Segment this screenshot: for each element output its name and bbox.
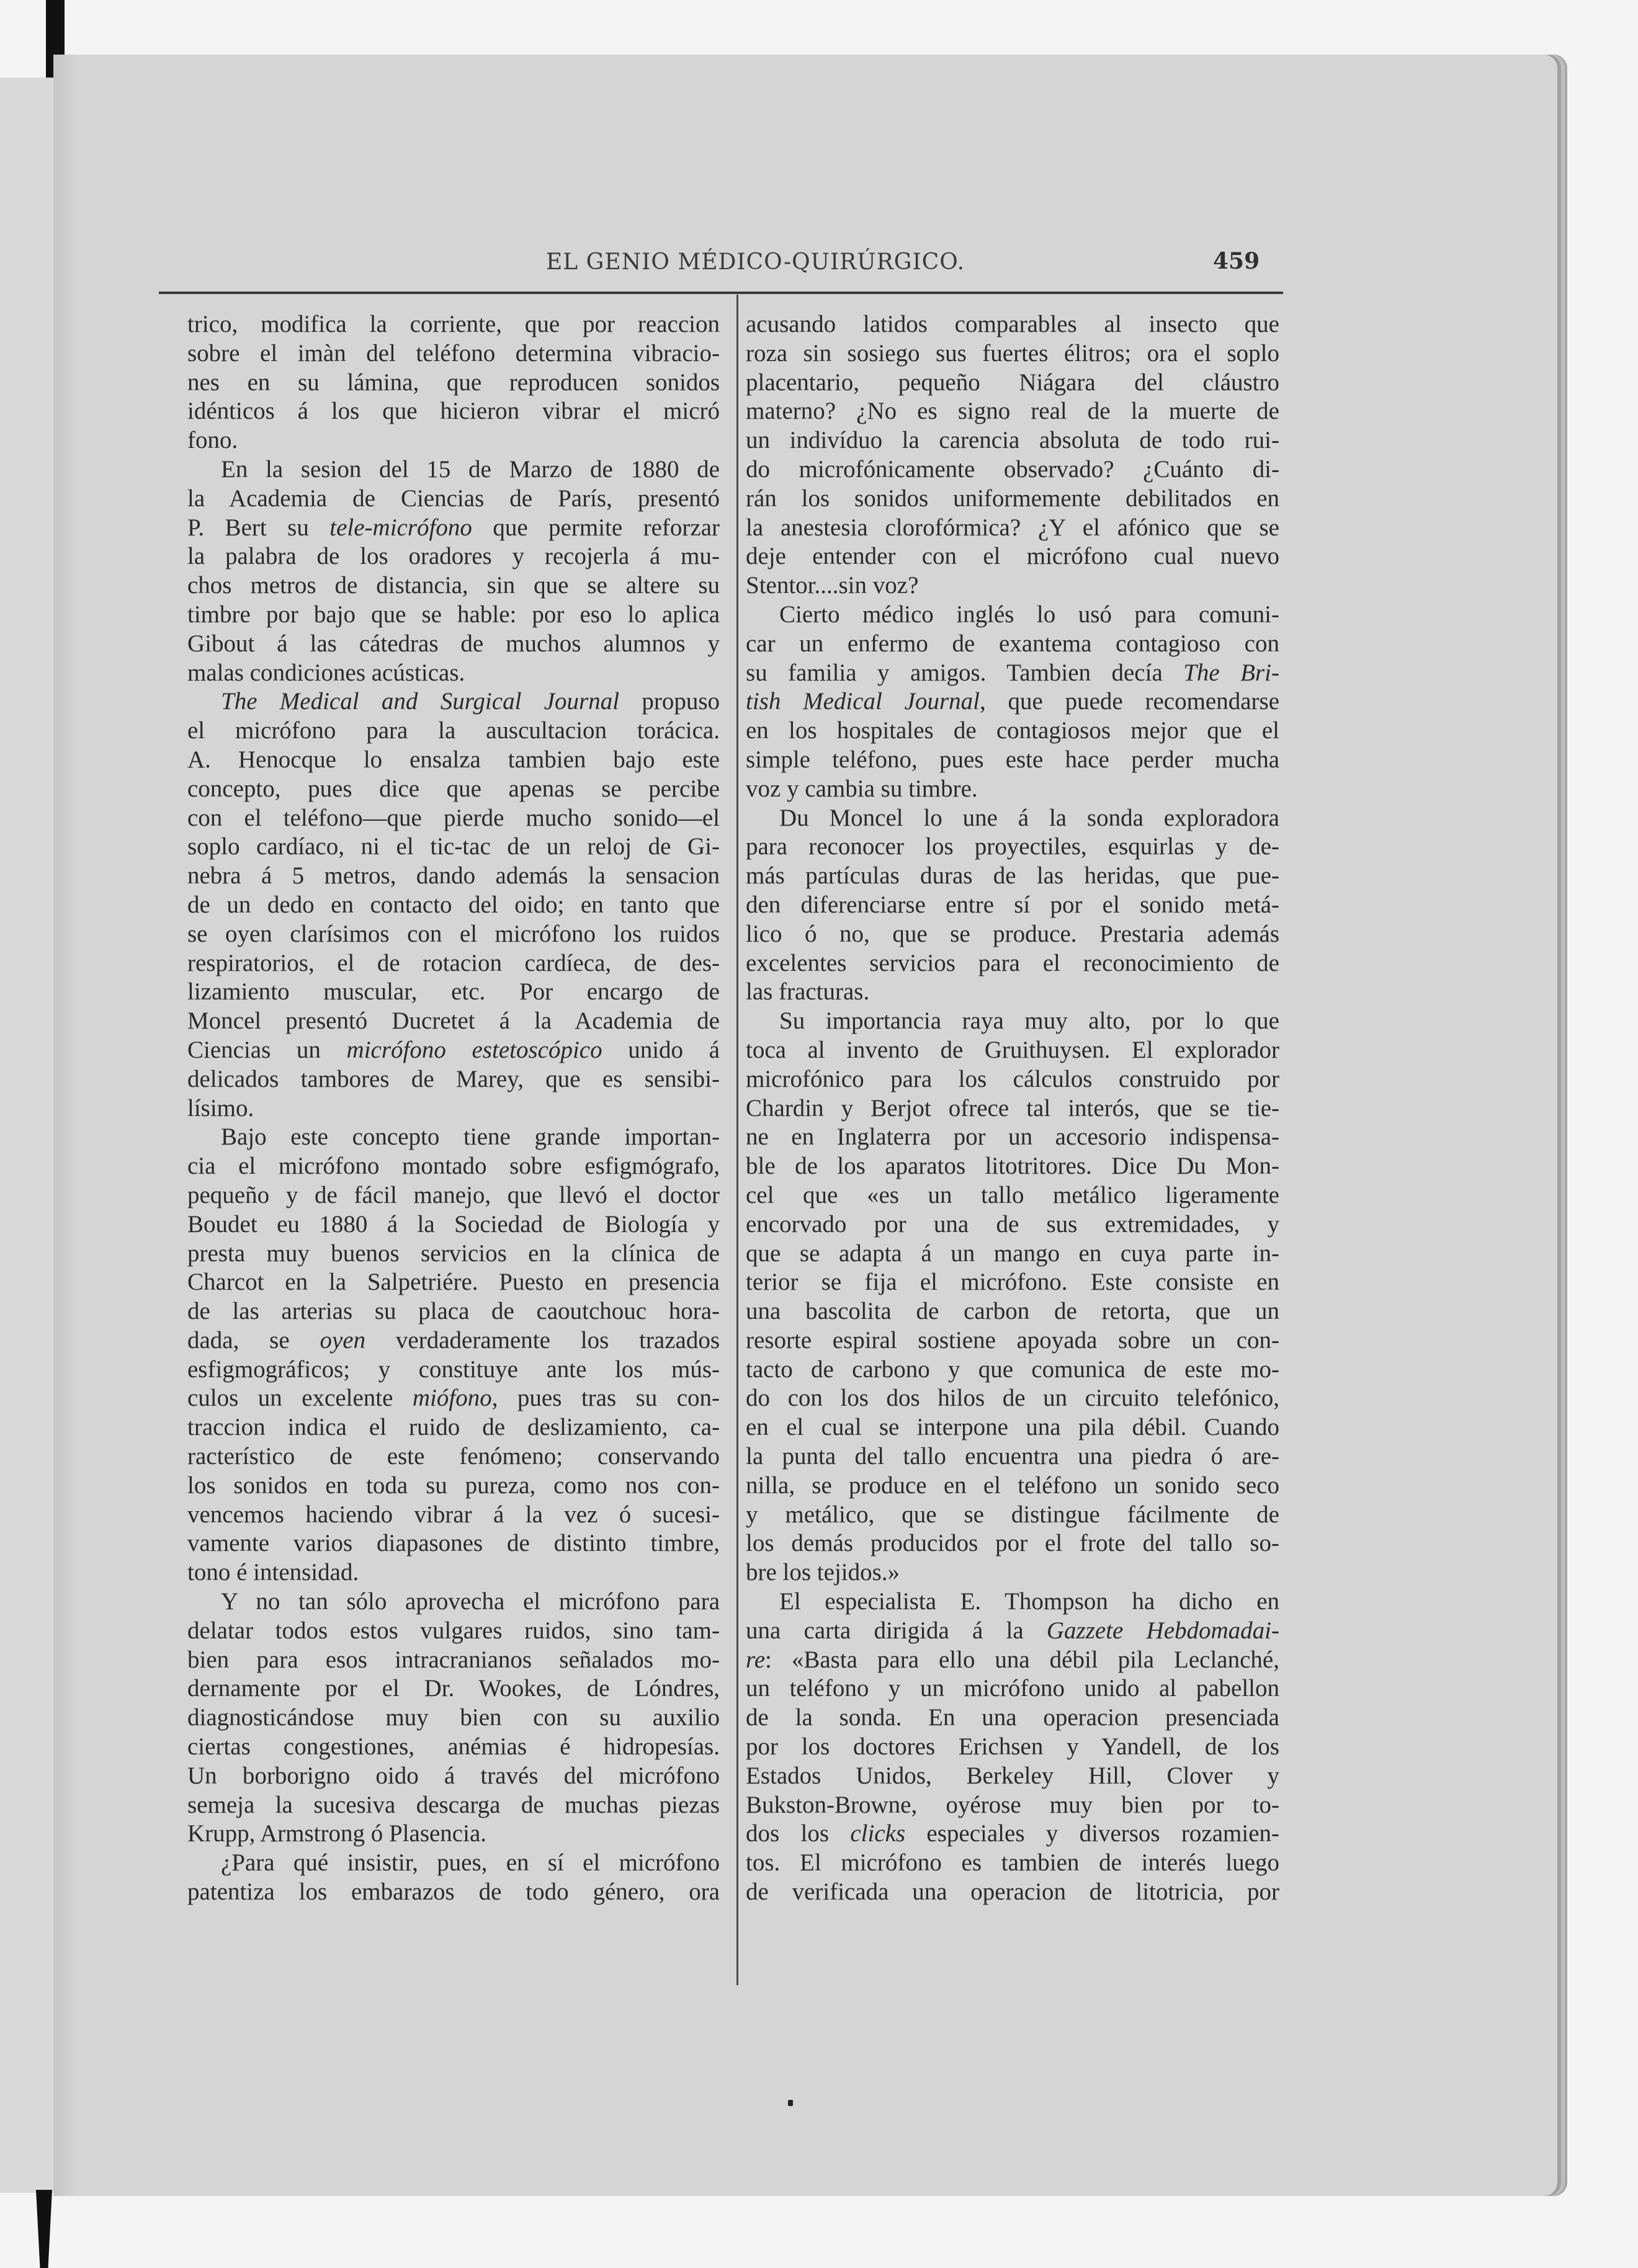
- text-line: Gibout á las cátedras de muchos alumnos y: [187, 630, 720, 657]
- text-line: timbre por bajo que se hable: por eso lo aplica: [187, 600, 720, 628]
- right-text-column: [746, 310, 1279, 1907]
- text-line: [187, 1036, 720, 1065]
- text-segment: dos los: [746, 1820, 851, 1847]
- text-line: diagnosticándose muy bien con su auxilio: [187, 1704, 720, 1731]
- text-line: Estados Unidos, Berkeley Hill, Clover y: [746, 1762, 1279, 1789]
- text-line: un teléfono y un micrófono unido al pabellon: [746, 1675, 1279, 1702]
- text-line: resorte espiral sostiene apoyada sobre un con-: [746, 1326, 1279, 1354]
- text-line: presta muy buenos servicios en la clínica de: [187, 1239, 720, 1267]
- text-line: ble de los aparatos litotritores. Dice Du Mon-: [746, 1153, 1279, 1180]
- italic-title: re: [746, 1646, 766, 1673]
- italic-title: tele-micrófono: [329, 514, 472, 541]
- text-line: que se adapta á un mango en cuya parte in-: [746, 1239, 1279, 1267]
- text-line: sobre el imàn del teléfono determina vibracio-: [187, 339, 720, 367]
- text-line: vencemos haciendo vibrar á la vez ó sucesi-: [187, 1501, 720, 1528]
- text-line: tacto de carbono y que comunica de este mo-: [746, 1355, 1279, 1383]
- text-line: rán los sonidos uniformemente debilitados en: [746, 484, 1279, 512]
- text-line: cel que «es un tallo metálico ligeramente: [746, 1181, 1279, 1208]
- text-line: soplo cardíaco, ni el tic-tac de un reloj de Gi-: [187, 833, 720, 860]
- text-line: microfónico para los cálculos construido por: [746, 1065, 1279, 1092]
- text-line: concepto, pues dice que apenas se percibe: [187, 775, 720, 802]
- text-segment: : «Basta para ello una débil pila Leclanché,: [765, 1646, 1279, 1673]
- text-line: encorvado por una de sus extremidades, y: [746, 1210, 1279, 1238]
- text-line: malas condiciones acústicas.: [187, 659, 465, 686]
- left-text-column: [187, 310, 720, 1907]
- text-segment: especiales y diversos rozamien-: [905, 1820, 1279, 1847]
- italic-title: micrófono estetoscópico: [346, 1036, 602, 1063]
- text-line: Y no tan sólo aprovecha el micrófono para: [221, 1588, 720, 1615]
- text-segment: propuso: [619, 688, 720, 715]
- text-segment: verdaderamente los trazados: [365, 1326, 720, 1354]
- text-line: ne en Inglaterra por un accesorio indispensa-: [746, 1123, 1279, 1151]
- text-line: con el teléfono—que pierde mucho sonido—el: [187, 804, 720, 831]
- text-line: patentiza los embarazos de todo género, ora: [187, 1878, 720, 1906]
- text-line: idénticos á los que hicieron vibrar el micró: [187, 398, 720, 425]
- text-line: acusando latidos comparables al insecto que: [746, 311, 1279, 337]
- text-line: [187, 687, 720, 717]
- text-line: [746, 1646, 1279, 1675]
- italic-title: miófono: [412, 1385, 492, 1412]
- text-line: [187, 514, 720, 543]
- text-segment: Ciencias un: [187, 1036, 347, 1063]
- text-line: la anestesia clorofórmica? ¿Y el afónico que se: [746, 514, 1279, 541]
- text-line: Bukston-Browne, oyérose muy bien por to-: [746, 1791, 1279, 1818]
- text-line: Bajo este concepto tiene grande importan-: [221, 1123, 720, 1151]
- text-segment: su familia y amigos. Tambien decía: [746, 659, 1184, 686]
- column-divider: [736, 295, 738, 1985]
- text-line: Krupp, Armstrong ó Plasencia.: [187, 1820, 487, 1847]
- text-line: bre los tejidos.»: [746, 1559, 900, 1586]
- text-line: para reconocer los proyectiles, esquirlas y de-: [746, 833, 1279, 860]
- italic-title: The Medical and Surgical Journal: [221, 688, 620, 715]
- text-line: se oyen clarísimos con el micrófono los ruidos: [187, 920, 720, 947]
- text-line: vamente varios diapasones de distinto timbre,: [187, 1530, 720, 1557]
- text-line: voz y cambia su timbre.: [746, 775, 978, 802]
- text-line: lizamiento muscular, etc. Por encargo de: [187, 978, 720, 1006]
- text-line: traccion indica el ruido de deslizamiento, ca-: [187, 1414, 720, 1441]
- text-line: A. Henocque lo ensalza tambien bajo este: [187, 746, 720, 773]
- text-line: nes en su lámina, que reproducen sonidos: [187, 368, 720, 396]
- text-segment: dada, se: [187, 1326, 320, 1354]
- text-line: roza sin sosiego sus fuertes élitros; ora el soplo: [746, 339, 1279, 367]
- text-line: el micrófono para la auscultacion torácica.: [187, 717, 720, 744]
- text-line: [746, 1617, 1279, 1646]
- text-line: semeja la sucesiva descarga de muchas piezas: [187, 1791, 720, 1818]
- text-line: placentario, pequeño Niágara del cláustro: [746, 368, 1279, 396]
- text-line: pequeño y de fácil manejo, que llevó el doctor: [187, 1181, 720, 1208]
- italic-title: The Bri-: [1183, 659, 1279, 686]
- text-line: de la sonda. En una operacion presenciada: [746, 1704, 1279, 1731]
- text-line: [187, 1384, 720, 1413]
- text-line: la palabra de los oradores y recojerla á mu-: [187, 543, 720, 570]
- text-line: delicados tambores de Marey, que es sensibi-: [187, 1065, 720, 1092]
- text-line: de verificada una operacion de litotricia, por: [746, 1878, 1279, 1906]
- text-line: Chardin y Berjot ofrece tal interós, que se tie-: [746, 1094, 1279, 1122]
- text-line: car un enfermo de exantema contagioso con: [746, 630, 1279, 657]
- text-line: un indivíduo la carencia absoluta de todo rui-: [746, 427, 1279, 454]
- header-rule: [159, 292, 1283, 294]
- text-line: [746, 1819, 1279, 1849]
- text-line: Moncel presentó Ducretet á la Academia de: [187, 1007, 720, 1035]
- text-segment: una carta dirigida á la: [746, 1617, 1047, 1644]
- text-line: Su importancia raya muy alto, por lo que: [779, 1007, 1279, 1035]
- text-line: Un borborigno oido á través del micrófono: [187, 1762, 720, 1789]
- text-line: tos. El micrófono es tambien de interés luego: [746, 1849, 1279, 1877]
- text-line: ciertas congestiones, anémias é hidropesías.: [187, 1733, 720, 1761]
- text-line: la punta del tallo encuentra una piedra ó are-: [746, 1443, 1279, 1470]
- text-line: lico ó no, que se produce. Prestaria además: [746, 920, 1279, 947]
- text-line: chos metros de distancia, sin que se altere su: [187, 572, 720, 599]
- ink-speck: [788, 2100, 793, 2106]
- text-line: por los doctores Erichsen y Yandell, de los: [746, 1733, 1279, 1761]
- text-line: ¿Para qué insistir, pues, en sí el micrófono: [221, 1849, 720, 1877]
- text-line: simple teléfono, pues este hace perder mucha: [746, 746, 1279, 773]
- text-line: do con los dos hilos de un circuito telefónico,: [746, 1385, 1279, 1412]
- text-line: Du Moncel lo une á la sonda exploradora: [779, 804, 1279, 831]
- text-line: y metálico, que se distingue fácilmente de: [746, 1501, 1279, 1528]
- text-line: En la sesion del 15 de Marzo de 1880 de: [221, 455, 720, 483]
- text-line: racterístico de este fenómeno; conservando: [187, 1443, 720, 1470]
- text-line: la Academia de Ciencias de París, presentó: [187, 484, 720, 512]
- text-line: delatar todos estos vulgares ruidos, sino tam-: [187, 1617, 720, 1644]
- text-line: los sonidos en toda su pureza, como nos con-: [187, 1471, 720, 1499]
- text-line: fono.: [187, 427, 238, 454]
- running-title: EL GENIO MÉDICO-QUIRÚRGICO.: [546, 249, 965, 275]
- text-line: deje entender con el micrófono cual nuevo: [746, 543, 1279, 570]
- text-line: de las arterias su placa de caoutchouc hora-: [187, 1298, 720, 1325]
- italic-title: oyen: [320, 1326, 366, 1354]
- text-line: cia el micrófono montado sobre esfigmógrafo,: [187, 1153, 720, 1180]
- text-line: [746, 659, 1279, 688]
- text-line: den diferenciarse entre sí por el sonido metá-: [746, 891, 1279, 918]
- italic-title: tish Medical Journal: [746, 688, 980, 715]
- text-line: respiratorios, el de rotacion cardíeca, de des-: [187, 949, 720, 976]
- text-line: tono é intensidad.: [187, 1559, 359, 1586]
- text-segment: , que puede recomendarse: [979, 688, 1279, 715]
- text-line: una bascolita de carbon de retorta, que un: [746, 1298, 1279, 1325]
- text-line: Cierto médico inglés lo usó para comuni-: [779, 600, 1279, 628]
- text-line: Stentor....sin voz?: [746, 572, 919, 599]
- text-line: El especialista E. Thompson ha dicho en: [779, 1588, 1279, 1615]
- text-segment: P. Bert su: [187, 514, 330, 541]
- text-line: terior se fija el micrófono. Este consiste en: [746, 1269, 1279, 1296]
- italic-title: Gazzete Hebdomadai-: [1046, 1617, 1279, 1644]
- text-segment: culos un excelente: [187, 1385, 413, 1412]
- text-line: dernamente por el Dr. Wookes, de Lóndres,: [187, 1675, 720, 1702]
- text-line: materno? ¿No es signo real de la muerte de: [746, 398, 1279, 425]
- text-line: excelentes servicios para el reconocimiento de: [746, 949, 1279, 976]
- text-line: Boudet eu 1880 á la Sociedad de Biología y: [187, 1210, 720, 1238]
- text-line: los demás producidos por el frote del tallo so-: [746, 1530, 1279, 1557]
- text-line: [187, 1326, 720, 1355]
- text-line: en el cual se interpone una pila débil. Cuando: [746, 1414, 1279, 1441]
- text-line: trico, modifica la corriente, que por reaccion: [187, 311, 720, 337]
- italic-title: clicks: [850, 1820, 906, 1847]
- text-line: de un dedo en contacto del oido; en tanto que: [187, 891, 720, 918]
- text-line: más partículas duras de las heridas, que pue-: [746, 862, 1279, 890]
- text-line: toca al invento de Gruithuysen. El explorador: [746, 1036, 1279, 1063]
- text-line: [746, 687, 1279, 717]
- text-segment: que permite reforzar: [472, 514, 720, 541]
- text-line: esfigmográficos; y constituye ante los mús-: [187, 1355, 720, 1383]
- text-line: Charcot en la Salpetriére. Puesto en presencia: [187, 1269, 720, 1296]
- text-line: do microfónicamente observado? ¿Cuánto di-: [746, 455, 1279, 483]
- text-line: nilla, se produce en el teléfono un sonido seco: [746, 1471, 1279, 1499]
- text-segment: , pues tras su con-: [491, 1385, 720, 1412]
- text-line: las fracturas.: [746, 978, 870, 1006]
- page-number: 459: [1213, 248, 1260, 274]
- text-line: bien para esos intracranianos señalados mo-: [187, 1646, 720, 1673]
- text-segment: unido á: [602, 1036, 720, 1063]
- facing-page-edge: [0, 78, 55, 2193]
- text-line: en los hospitales de contagiosos mejor que el: [746, 717, 1279, 744]
- text-line: nebra á 5 metros, dando además la sensacion: [187, 862, 720, 890]
- text-line: lísimo.: [187, 1094, 254, 1122]
